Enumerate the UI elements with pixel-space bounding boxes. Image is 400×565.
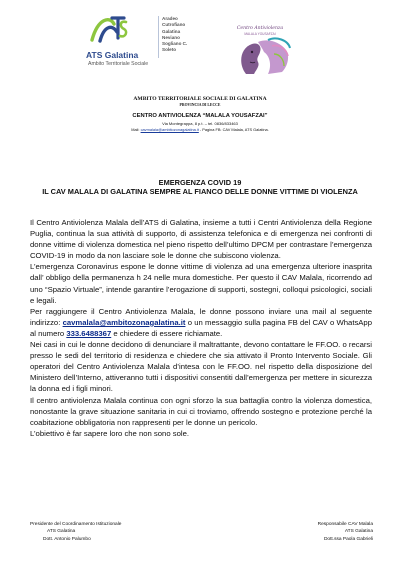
paragraph-text: e chiedere di essere richiamate. (111, 328, 223, 338)
ats-galatina-logo (82, 14, 202, 74)
paragraph: Il centro antiviolenza Malala continua con ogni sforzo la sua battaglia contro la violenza domestica, nonostante la grave situazione sanitaria in cui ci troviamo, offrendo sostegno e protezione perché la coabitazione obbligatoria non rappresenti per le donne un pericolo. (30, 395, 372, 427)
paragraph: Il Centro Antiviolenza Malala dell’ATS di Galatina, insieme a tutti i Centri Antiviolenza della Regione Puglia, continua la sua attività di supporto, di assistenza telefonica e di emergenza nei confronti di donne vittime di violenza domestica nel pieno rispetto dell’ultimo DPCM per contrastare l’emergenza COVID-19 in modo da non lasciare sole le donne che subiscono violenza. (30, 218, 372, 261)
signature-left (30, 521, 121, 543)
ats-member-town: Neviano (162, 34, 180, 40)
letterhead-address: Via Montegrappa, 8 p.t. – tel. 0836/833463 (162, 121, 238, 126)
paragraph: L’obiettivo è far sapere loro che non sono sole. (30, 428, 189, 438)
signature-role: Presidente del Coordinamento Istituzionale (30, 522, 122, 527)
document-title: EMERGENZA COVID 19 (158, 178, 242, 187)
cav-logo-face-art-icon (228, 36, 292, 76)
email-link[interactable]: cavmalala@ambitozonagalatina.it (62, 317, 186, 327)
ats-member-town: Soleto (162, 47, 177, 53)
paragraph-contacts (30, 306, 372, 339)
ats-logo-divider (158, 16, 159, 58)
letterhead-mail-link[interactable]: cavmalala@ambitozonagalatina.it (140, 127, 199, 132)
letterhead-mail-label: Mail: (131, 127, 140, 132)
letterhead-centro-name: CENTRO ANTIVIOLENZA “MALALA YOUSAFZAI” (132, 113, 268, 119)
signature-org: ATS Galatina (344, 529, 373, 535)
ats-member-town: Cutrofiano (162, 22, 186, 28)
ats-member-town: Sogliano C. (162, 41, 188, 47)
ats-member-town: Aradeo (162, 16, 178, 21)
ats-member-towns (162, 16, 187, 54)
cav-malala-logo (228, 22, 292, 78)
paragraph-text: Per raggiungere il Centro Antiviolenza Malala, le donne possono inviare una mail al seguente indirizzo: (30, 306, 372, 327)
whatsapp-number[interactable]: 333.6488367 (66, 328, 112, 338)
document-body (30, 217, 372, 439)
ats-member-town: Galatina (162, 28, 181, 34)
letterhead-ambito: AMBITO TERRITORIALE SOCIALE DI GALATINA (133, 96, 267, 102)
paragraph-text: o un messaggio sulla pagina FB del CAV o WhatsApp al numero (30, 317, 372, 338)
ats-logo-subtitle: Ambito Territoriale Sociale (88, 61, 149, 67)
signature-org: ATS Galatina (47, 529, 76, 535)
letterhead-provincia: PROVINCIA DI LECCE (179, 103, 221, 107)
cav-logo-title: Centro Antiviolenza (236, 26, 284, 31)
letterhead-fb-page: - Pagina FB: CAV Malala, ATS Galatina. (198, 127, 269, 132)
letterhead-contacts (0, 127, 400, 132)
paragraph: L’emergenza Coronavirus espone le donne vittime di violenza ad una emergenza ulteriore inasprita dall’ obbligo della permanenza h 24 nelle mura domestiche. Per questo il CAV Malala, ricorrendo ad uno “Spazio Virtuale”, intende garantire l’erogazione di supporti, sostegni, colloqui psicologici, sociali e legali. (30, 262, 372, 305)
signature-person: Dott. Antonio Palumbo (43, 536, 91, 542)
ats-logo-name: ATS Galatina (86, 50, 139, 60)
cav-logo-subtitle: MALALA YOUSAFZAI (244, 32, 276, 36)
document-subtitle: IL CAV MALALA DI GALATINA SEMPRE AL FIANCO DELLE DONNE VITTIME DI VIOLENZA (42, 187, 358, 196)
ats-logo-mark-icon (90, 14, 128, 44)
signature-right (303, 521, 373, 543)
signature-person: Dott.ssa Paola Gabrieli (323, 536, 373, 542)
signature-role: Responsabile CAV Malala (317, 522, 373, 527)
paragraph: Nei casi in cui le donne decidono di denunciare il maltrattante, devono contattare le FF.OO. o recarsi presso le sedi del territorio di residenza e chiedere che sia attivato il Pronto Intervento Sociale. Gli operatori del Centro Antiviolenza Malala d’intesa con le FF.OO. nel rispetto della disposizione del Ministero dell’Interno, attiveranno tutti i dispositivi consentiti dall’emergenza per mettere in sicurezza la donna ed i figli minori. (30, 340, 372, 394)
